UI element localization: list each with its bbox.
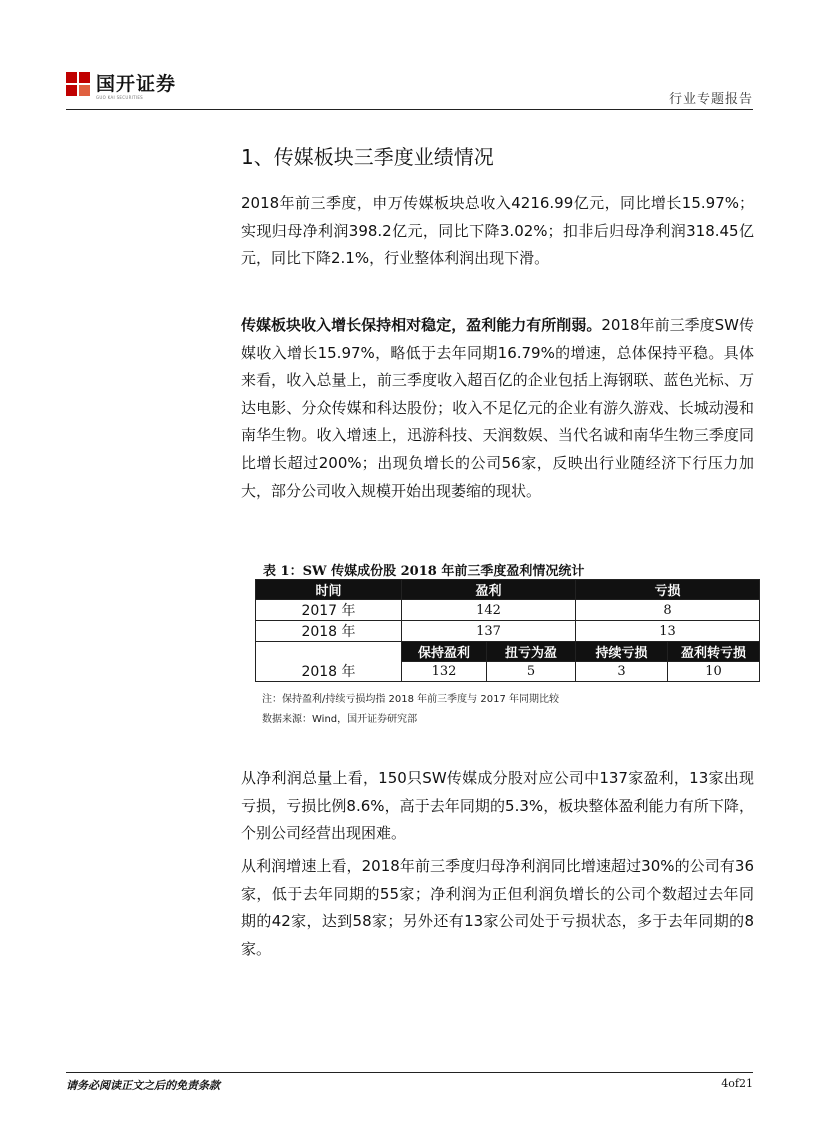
company-logo	[66, 72, 176, 96]
header-time: 时间	[256, 580, 402, 600]
table-header-row	[256, 580, 760, 600]
table-note: 注：保持盈利/持续亏损均指 2018 年前三季度与 2017 年同期比较	[262, 694, 559, 705]
row-year: 2017 年	[256, 600, 402, 621]
logo-text: 国开证券	[96, 73, 177, 95]
page-number: 4of21	[721, 1077, 753, 1090]
header-loss: 亏损	[576, 580, 760, 600]
paragraph-4: 从利润增速上看，2018年前三季度归母净利润同比增速超过30%的公司有36家，低于去年同期的55家；净利润为正但利润负增长的公司个数超过去年同期的42家，达到58家；另外还有13家公司处于亏损状态，多于去年同期的8家。	[241, 857, 754, 958]
logo-subtitle: GUO KAI SECURITIES	[96, 95, 144, 100]
header-profit: 盈利	[402, 580, 576, 600]
header-divider	[66, 109, 753, 110]
disclaimer-note: 请务必阅读正文之后的免责条款	[66, 1079, 220, 1092]
table-row	[256, 600, 760, 621]
subheader-keep-profit: 保持盈利	[402, 642, 487, 662]
paragraph-2-body: 2018年前三季度SW传媒收入增长15.97%，略低于去年同期16.79%的增速，总体保持平稳。具体来看，收入总量上，前三季度收入超百亿的企业包括上海钢联、蓝色光标、万达电影、分众传媒和科达股份；收入不足亿元的企业有游久游戏、长城动漫和南华生物。收入增速上，迅游科技、天润数娱、当代名诚和南华生物三季度同比增长超过200%；出现负增长的公司56家，反映出行业随经济下行压力加大，部分公司收入规模开始出现萎缩的现状。	[241, 316, 754, 500]
footer-divider	[66, 1072, 753, 1073]
paragraph-3: 从净利润总量上看，150只SW传媒成分股对应公司中137家盈利，13家出现亏损，亏损比例8.6%，高于去年同期的5.3%，板块整体盈利能力有所下降，个别公司经营出现困难。	[241, 769, 754, 843]
row-loss: 8	[576, 600, 760, 621]
detail-keep-loss: 3	[576, 662, 668, 682]
row-loss: 13	[576, 621, 760, 642]
table-subheader-row	[256, 642, 760, 662]
detail-turn-profit: 5	[487, 662, 576, 682]
subheader-keep-loss: 持续亏损	[576, 642, 668, 662]
detail-year: 2018 年	[256, 642, 402, 682]
report-type: 行业专题报告	[668, 92, 753, 107]
paragraph-1: 2018年前三季度，申万传媒板块总收入4216.99亿元，同比增长15.97%；实现归母净利润398.2亿元，同比下降3.02%；扣非后归母净利润318.45亿元，同比下降2.1%，行业整体利润出现下滑。	[241, 194, 754, 268]
row-profit: 137	[402, 621, 576, 642]
detail-turn-loss: 10	[668, 662, 760, 682]
table-title: 表 1：SW 传媒成份股 2018 年前三季度盈利情况统计	[263, 564, 585, 579]
profit-table	[255, 579, 760, 682]
row-profit: 142	[402, 600, 576, 621]
detail-keep-profit: 132	[402, 662, 487, 682]
table-source: 数据来源：Wind，国开证券研究部	[262, 714, 418, 725]
section-title: 1、传媒板块三季度业绩情况	[241, 145, 494, 169]
paragraph-2-lead: 传媒板块收入增长保持相对稳定，盈利能力有所削弱。	[241, 316, 602, 334]
logo-icon	[66, 72, 90, 96]
subheader-turn-profit: 扭亏为盈	[487, 642, 576, 662]
subheader-turn-loss: 盈利转亏损	[668, 642, 760, 662]
row-year: 2018 年	[256, 621, 402, 642]
table-row	[256, 621, 760, 642]
paragraph-2	[241, 312, 754, 505]
